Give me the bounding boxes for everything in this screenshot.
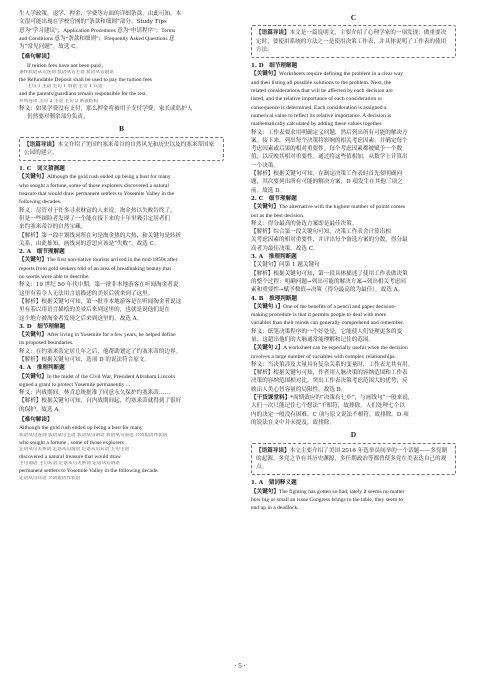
c-q1-expl2: 案。接下来，列出每个决策将影响的相关考虑因素，并确定每个	[251, 137, 408, 144]
guide-c-label: 【语篇导读】	[256, 30, 290, 37]
b-q3-head: 3. D 细节理解题	[19, 323, 66, 330]
c-q4-analysis1: 【解析】根据关键句可知，作者用人脑决策的容纳范围和工作表	[251, 370, 408, 377]
c-q2-head: 2. C 细节理解题	[251, 195, 297, 202]
b-q3-analysis1: 【解析】根据关键句可知，选项 D 的说法符合原文。	[19, 356, 151, 363]
c-q1-key-line2: and then listing all possible solutions to the problem. Next, the	[251, 79, 392, 86]
b-q2-expl1: 释义：19 世纪 50 年代中期，第一批非本地游客在听闻淘金者说	[19, 282, 179, 289]
difficult-sentence-label: 【难句解读】	[19, 54, 53, 61]
c-q2-key-line1: The alternative with the highest number of points comes	[278, 204, 406, 211]
b-q4-key-line1: In the midst of the Civil War, President Abraham Lincoln	[46, 373, 176, 380]
c-q4-dry1: *周期效应的“决策有七步”，与画线句“一般来说，	[290, 395, 414, 402]
sentence2-gloss2: 定语从句关系词 定语从句谓语 定语从句宾语 主句主语	[19, 446, 130, 452]
b-q2-key-line1: The first non-native tourists arrived in the mid-1850s after	[46, 257, 178, 264]
c-q4-analysis3: 映出人类心智容量的局限性。故选 B。	[251, 386, 347, 393]
b-q2-analysis1: 【解析】根据关键句可知，第一批非本地游客是在听闻淘金者说这	[19, 298, 182, 305]
c-q1-key-line7: mathematically calculated by adding these values together.	[251, 121, 383, 128]
c-q2-analysis2: 关考虑因素的相对重要性，并评出每个备选方案的分数，得分最	[251, 237, 408, 244]
c-q1-expl4: 值，以反映其相对重要性。通过将这些值相加，从数学上计算出	[251, 154, 408, 161]
c-q2-analysis1: 【解析】综合第一段关键句可知，决策工作表会计算出相	[251, 229, 391, 236]
c-q4-key1-line1: One of the benefits of a pencil and paper decision-	[283, 303, 397, 310]
c-q3-analysis3: 素和重要性→赋予数值→决策（得分最高的为最佳）。故选 A。	[251, 287, 404, 294]
b-q3-key-line1: After living in Yosemite for a few years, he helped define	[46, 332, 176, 339]
guide-d-text: 本文主要介绍了美国 2016 年选举员间举的一个话题——多党制的起源。多党之争有其历史渊源，多任期政治等都曾使多党在美表达自己的观点。	[256, 447, 448, 471]
c-q1-expl1: 释义：工作表要求用明确定义问题，然后列出所有可能的解决方	[251, 129, 408, 136]
b-q1-key-line4: following decades.	[19, 199, 62, 206]
c-q1-key-line3: related considerations that will be affected by each decision are	[251, 88, 393, 95]
c-q4-analysis2: 决策的容纳范围相对比，突出工作表决策考虑范围大的优势，反	[251, 378, 408, 385]
b-q2-head: 2. A 细节理解题	[19, 249, 65, 256]
intro-line-5: 为“常见问题”。故选 C。	[19, 44, 82, 51]
guide-b-label: 【语篇导读】	[24, 141, 58, 148]
sentence2-gloss1: 状语从句连词 状语从句主语 状语从句谓语 状语从句表语 介词短语作状语	[19, 432, 168, 438]
c-q2-key-label: 【关键句】	[251, 204, 279, 211]
b-q1-expl1: 释义：尽管对于许多寻求财富的人来说，淘金热以失败告终了，	[19, 207, 176, 214]
c-q3-analysis2: 的整个过程：明确问题→列出可能的解决方案→列出相关考虑因	[251, 278, 406, 285]
guide-d-label: 【语篇导读】	[256, 447, 290, 454]
b-q1-expl3: 来约塞米蒂谷的自然宝藏。	[19, 224, 87, 231]
section-c-heading: C	[350, 13, 357, 22]
c-q4-key1-line2: making procedure is that it permits people to deal with more	[251, 312, 387, 319]
sentence1-gloss2: 主句 1 主语 主句 1 谓语 主句 1 宾语	[27, 84, 103, 90]
guide-d-box	[251, 443, 456, 476]
b-q4-key-line2: signed a grant to protect Yosemite permanently ...	[19, 381, 131, 388]
c-q2-analysis3: 高者为最佳决策。故选 C。	[251, 245, 319, 252]
b-q1-expl2: 但是一些探险者发现了一个能在接下来的十年里吸引定居者们	[19, 215, 171, 222]
difficult-sentence-label-2: 【难句解读】	[19, 417, 53, 424]
c-q1-key-line4: listed, and the relative importance of each consideration or	[251, 96, 383, 103]
sentence1-line1: If tuition fees have not been paid ,	[27, 62, 104, 69]
c-q4-dry4: 的说法在文中并未提及，故排除。	[251, 419, 335, 426]
section-b-heading: B	[118, 124, 124, 134]
sentence1-line2: the Refundable Deposit shall be used to pay the tuition fees	[19, 77, 152, 84]
c-q4-expl2-1: 释义：当决策涉及大量具有复杂关系的变量时，工作表尤其有用。	[251, 361, 414, 368]
c-q4-key1-label: 【关键句 1】	[251, 303, 284, 310]
sentence1-gloss3: 并列连词 主句 2 主语 主句 2 系表结构	[19, 98, 98, 104]
b-q4-head: 4. A 推理判断题	[19, 365, 65, 372]
d-q1-key-label: 【关键句】	[251, 488, 279, 495]
c-q4-key2-line1: A worksheet can be especially useful when the decision	[283, 345, 408, 352]
b-q2-expl2: 这里有着令人无法用言语描述的美景后就来到了这里。	[19, 290, 154, 297]
c-q2-expl1: 释义：得分最高的备选方案即是最佳决策。	[251, 220, 358, 227]
intro-line-4: and Conditions 意为“条款和细则”；Frequently Asked Questions 意	[19, 35, 175, 42]
guide-c-text: 本文是一篇说明文，主要介绍了心理学家的一项发现：做重要决定时，要使用系统的方法之一是使用决策工作表，并具体说明了工作表的使用方法。	[256, 30, 447, 53]
sentence2-line3: discovered a natural treasure that would draw	[19, 453, 121, 460]
c-q4-dry3: 内的决定一般没有困难，C 项与原文说法不相符，故排除。D 项	[251, 411, 409, 418]
c-q1-key-line1: Worksheets require defining the problem in a clear way	[278, 71, 404, 78]
sentence1-translation1: 释义：如果学费没有支付，那么押金将被用于支付学费，家长或监护人	[19, 105, 193, 112]
guide-b-box	[19, 137, 224, 162]
intro-line-2: 文很可能出现在学校官网的“条款和细则”部分。Study Tips	[19, 19, 167, 26]
c-q1-analysis3: 前。故选 D。	[251, 187, 286, 194]
c-q3-analysis1: 【解析】根据关键句可知，第一段具体描述了使用工作表做决策	[251, 270, 408, 277]
c-q4-key2-line2: involves a large number of variables with complex relationships.	[251, 353, 396, 360]
b-q1-key-line2: who sought a fortune, some of those explorers discovered a natural	[19, 182, 169, 189]
left-column	[19, 10, 224, 482]
intro-line-1: 生人学政策，退学、押金、学费等方面的详细条款。由此可知，本	[19, 11, 182, 17]
c-q4-key2-label: 【关键句 2】	[251, 345, 284, 352]
sentence1-translation2: 仍然要对剩余部分负责。	[27, 113, 89, 120]
b-q4-analysis1: 【解析】根据关键句可知，自内战期间起，约塞米蒂就得到了很好	[19, 398, 182, 405]
d-q1-key-line3: end up in a deadlock.	[251, 505, 299, 512]
page-number: · 5 ·	[234, 662, 246, 670]
c-q4-head: 4. B 推理判断题	[251, 295, 298, 302]
d-q1-head: 1. A 猜词释义题	[251, 480, 297, 487]
section-d-heading: D	[350, 430, 357, 440]
sentence1-gloss1: 条件状语从句连词 状语从句主语 状语从句谓语	[19, 70, 114, 76]
c-q3-head: 3. A 推理判断题	[251, 254, 297, 261]
c-q1-key-line5: consequence is determined. Each consideration is assigned a	[251, 104, 387, 111]
intro-line-3: 意为“学习建议”；Application Procedures 意为“申请程序”；Terms	[19, 27, 176, 34]
c-q4-expl1-2: 量，这超出他们的大脑通常能理解和记住的范围。	[251, 336, 375, 343]
b-q2-key-line3: no words were able to describe.	[19, 274, 90, 281]
b-q1-key-line3: treasure that would draw permanent settlers to Yosemite Valley in the	[19, 191, 175, 198]
c-q1-expl5: 一个决策。	[251, 162, 279, 169]
c-q4-key1-line3: variables than their minds can generally comprehend and remember.	[251, 320, 404, 327]
c-q4-dry-label: 【干货课堂料】	[251, 395, 291, 402]
sentence2-line1: Although the gold rush ended up being a bust for many	[19, 425, 143, 432]
sentence1-line3: and the parents/guardians remain responsible for the rest.	[19, 91, 147, 98]
b-q1-head: 1. C 词义猜测题	[19, 166, 65, 173]
b-q1-key-line1: Although the gold rush ended up being a bust for many	[46, 174, 171, 181]
d-q1-key-line2: how big or small an issue Congress brings to the table, they seem to	[251, 497, 403, 504]
c-q1-head: 1. D 细节理解题	[251, 63, 298, 70]
b-q3-key-label: 【关键句】	[19, 332, 47, 339]
sentence2-gloss3: 主句谓语 主句宾语 定语从句关系词 定语从句谓语	[19, 461, 120, 467]
c-q1-analysis1: 【解析】根据关键句可知，在制定决策工作表时首先要明确问	[251, 171, 403, 178]
c-q1-key-label: 【关键句】	[251, 71, 279, 78]
b-q2-analysis3: 这个地方被淘金者发现之后来到这里的。故选 A。	[19, 315, 143, 322]
sentence2-line4: permanent settlers to Yosemite Valley in the following decade.	[19, 468, 159, 475]
right-column	[251, 10, 456, 513]
c-q1-key-line6: numerical value to reflect its relative importance. A decision is	[251, 112, 392, 119]
sentence2-line2: who sought a fortune , some of those explorers	[19, 439, 124, 446]
b-q2-key-line2: reports from gold seekers told of an area of breathtaking beauty that	[19, 265, 172, 272]
b-q4-expl1: 释义：内战期间，林肯总统批准了同意永久保护约塞米蒂……	[19, 390, 171, 397]
b-q4-analysis2: 的保护。故选 A。	[19, 406, 64, 413]
b-q1-analysis1: 【解析】第一段中划线词所在句是淘金热的大热，和关键句是转折	[19, 232, 182, 239]
c-q2-key-line2: out as the best decision.	[251, 212, 305, 219]
c-q4-expl1-1: 释义：纸笔决策程序的一个好处是，它能使人们处理更多的变	[251, 328, 403, 335]
b-q2-key-label: 【关键句】	[19, 257, 47, 264]
c-q1-expl3: 考虑因素或后果的相对重要性。每个考虑因素都被赋予一个数	[251, 146, 403, 153]
d-q1-key-line1: The fighting has gotten so bad, lately it seems no matter	[278, 488, 405, 495]
b-q3-expl1: 释义：在约塞米蒂定居几年之后，他帮助划定了约塞米蒂的边界。	[19, 348, 182, 355]
c-q3-sub1: 【关键句】问第 1 题关键句	[251, 262, 320, 269]
guide-c-box	[251, 25, 456, 58]
sentence2-gloss4: 定语从句宾语 介词短语作状语	[19, 475, 81, 481]
c-q4-dry2: 人们一次只能记住七个想法”不相符，故排除。人们处理七个以	[251, 403, 405, 410]
b-q4-key-label: 【关键句】	[19, 373, 47, 380]
guide-b-text: 本文介绍了美国约塞米蒂谷的自然风光和历史以及约塞米蒂国家公园的建立。	[24, 141, 215, 156]
b-q1-key-label: 【关键句】	[19, 174, 47, 181]
c-q1-analysis2: 题，其次要列出所有可能的解决方案，D 项发生在其他三项之	[251, 179, 403, 186]
b-q1-analysis2: 关系，由此推知，画线词的意思应该是“失败”。故选 C。	[19, 240, 160, 247]
b-q3-key-line2: its proposed boundaries.	[19, 340, 74, 347]
b-q2-analysis2: 里有着以用语言描绘的美景后来到这里的，也就是说他们是在	[19, 307, 171, 314]
